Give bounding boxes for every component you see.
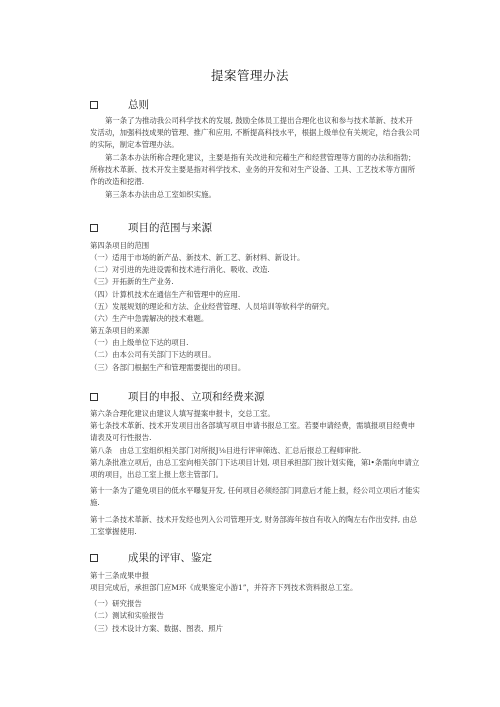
paragraph-article-3: 第三条本办法由总工室如织实施。 (105, 190, 216, 199)
list-item: 第五条项目的来源 (90, 326, 150, 335)
list-item: 第四条项目的范围 (90, 241, 150, 250)
checkbox-square-icon (90, 393, 98, 401)
paragraph-article-12: 第十二条技术革新、技术开发经也列入公司管理开支, 财务部海年按自有收入的陶左右作出安拌, 由总工室掌握使用. (90, 515, 418, 537)
list-item: （一）由上级单位下达的项目. (90, 338, 189, 347)
list-item: （六）生产中急需解决的技术难题。 (90, 314, 209, 323)
page-title: 提案管理办法 (210, 68, 289, 83)
paragraph-article-9: 第九条批准立项后，由总工室向相关部门下达项目计划, 项目承担部门按计划实俺，第l•条需向申请立项的项目，出总工室上报上您主管部门。 (90, 458, 420, 480)
list-item: （二）对引进的先进设需和技术进行消化、吸收、改造. (90, 265, 270, 274)
list-item: （一）适用于市场的新产品、新技术、新工艺、新材料、新设计。 (90, 253, 305, 262)
paragraph-article-2: 第二条本办法所称合理化建议，主要是指有关改进和完藉生产和经营管理等方面的办法和指勃；所称技术革新、技术开发主要是指对科学技术、业务的开发和对生产设备、工具、工艺技术等方面所作的改造和挖潜. (90, 153, 416, 187)
list-item: （五）发展规划的理论和方法、企业经营管理、人员培训等软科学的研究。 (90, 302, 334, 311)
paragraph-article-11: 第十一条为了避免项目的低水平曝复开发, 任何项目必须经部门同意后才能上报，经公司立项后才能实施. (90, 486, 420, 508)
section-heading-general (90, 97, 420, 113)
paragraph-article-1: 第一条了为推动我公司科学技术的发展, 鼓励全体员工提出合理化也议和参与技术革新、技术开发活动，加强科技成果的管理、推广和应用, 不断提高科技水平，根据上级单位有关规定，结合我公司的实际，制定本管理办法。 (90, 116, 420, 150)
paragraph-article-6: 第六条合理化建议由建议人填写提案申报卡，交总工室。 (90, 409, 275, 418)
section-title: 项目的范围与来源 (128, 222, 212, 234)
list-item: （四）计算机技术在通信生产和管理中的应用. (90, 290, 241, 299)
section-title: 成果的评审、鉴定 (128, 552, 212, 564)
list-item: （三）技术设计方案、数据、图表、照片 (90, 624, 224, 633)
checkbox-square-icon (90, 101, 98, 109)
list-item: （二）由本公司有关部门下达的项目。 (90, 350, 216, 359)
checkbox-square-icon (90, 554, 98, 562)
paragraph-article-8: 第八条 由总工室组织相关部门对所报J⅛目进行评审筛选、汇总后报总工程师审批. (90, 446, 362, 455)
paragraph-article-7: 第七条技术革新、技术开发项目出各部填写项目申请书报总工室。若要申请经费，需填报项目经费申请表及可行性报告. (90, 421, 416, 443)
list-item: （二）测试和实验报告 (90, 611, 164, 620)
section-heading-evaluation (90, 550, 420, 566)
list-item: 《三》开拓新的生产业务. (90, 277, 174, 286)
list-item: 第十三条成果申报 (90, 571, 150, 580)
section-title: 项目的申报、立项和经费来源 (128, 391, 265, 403)
checkbox-square-icon (90, 224, 98, 232)
list-item: （三）各部门根据生产和管理需要提出的项目。 (90, 363, 246, 372)
section-title: 总则 (128, 99, 149, 111)
section-heading-scope (90, 220, 420, 236)
section-heading-application (90, 389, 420, 405)
list-item: 项目完成后，承担部门应M环《成果鉴定小游1”，并符齐下列技术资料报总工室。 (90, 583, 358, 592)
list-item: （一）研究报告 (90, 599, 142, 608)
